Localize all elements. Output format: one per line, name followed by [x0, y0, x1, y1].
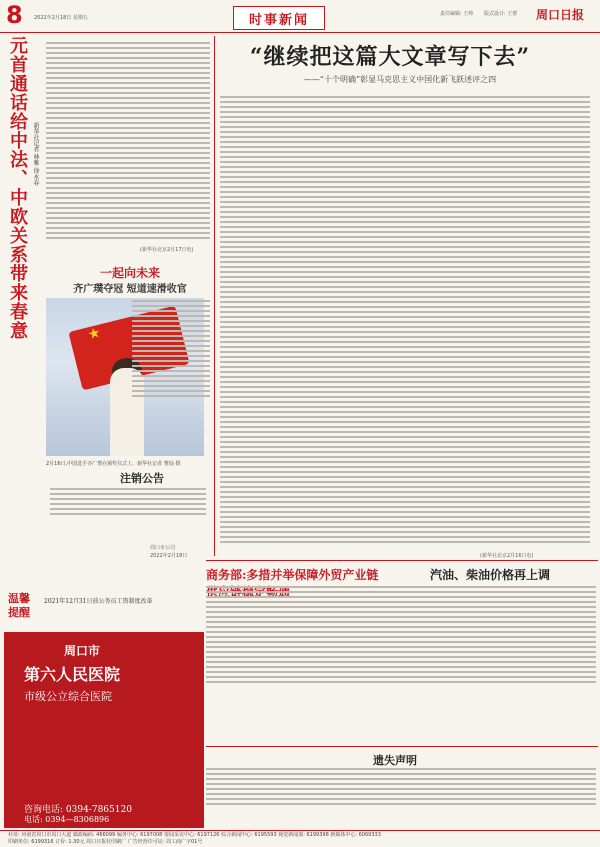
header-rule: [0, 32, 600, 33]
footer-line2: 印刷单位: 6199316 订价: 1.30元 周口日报社印刷厂 广告经营许可证: 周工商广字01号: [8, 839, 203, 845]
lost-notice-title: 遗失声明: [373, 754, 417, 767]
olympics-body: [132, 300, 210, 397]
footer: [0, 832, 600, 847]
center-subhead: ——“十个明确”彰显马克思主义中国化新飞跃述评之四: [303, 75, 497, 84]
footer-line1: 社址: 河南省周口市周口大道 邮政编码: 466099 编务中心: 6197008 要闻采访中心: 6197126 综合新闻中心: 6195593 视觉新闻部: 6199398 新媒体中心: 6069333: [8, 832, 381, 838]
warm-reminder-text: 2021年12月31日前公务员工资制度改革: [44, 598, 153, 605]
hospital-name: 第六人民医院: [24, 665, 121, 684]
bottom-articles-body: [206, 586, 596, 683]
header-date: 2022年2月18日 星期五: [34, 15, 88, 21]
header-design: 版式设计: 王蕾: [484, 11, 518, 17]
center-headline: “继续把这篇大文章写下去”: [249, 44, 531, 70]
center-article-source: (新华社北京2月16日电): [480, 553, 534, 559]
bottom-section-rule: [206, 560, 598, 561]
warm-reminder-title: 温馨提醒: [8, 592, 30, 619]
star-icon: ★: [86, 324, 103, 344]
left-article-byline: 新华社记者 林雅 徐永春: [32, 122, 39, 186]
olympics-title: 齐广璞夺冠 短道速滑收官: [73, 284, 187, 295]
left-article-source: (新华社北京2月17日电): [140, 247, 194, 253]
header-editor: 责任编辑: 王帅: [440, 11, 474, 17]
left-article-title: 元首通话给中法、中欧关系带来春意: [7, 36, 28, 340]
hospital-ad: [4, 632, 204, 828]
warm-reminder: [4, 590, 204, 630]
photo-caption: 2月16日,中国选手齐广璞在颁奖仪式上。新华社记者 曹灿 摄: [46, 461, 181, 467]
left-article-body: [46, 42, 210, 239]
fuel-headline: 汽油、柴油价格再上调: [430, 568, 551, 582]
newspaper-name: 周口日报: [536, 8, 585, 22]
page-number: 8: [6, 1, 23, 29]
commerce-headline: 商务部:多措并举保障外贸产业链: [206, 568, 379, 582]
notice-date: 2022年2月18日: [150, 553, 188, 559]
olympics-banner: 一起向未来: [99, 266, 160, 280]
lost-notice-body: [206, 768, 596, 805]
hospital-subtitle: 市级公立综合医院: [24, 690, 112, 703]
lost-notice-rule: [206, 746, 598, 747]
notice-title: 注销公告: [120, 472, 164, 485]
notice-body: [50, 488, 206, 515]
notice-company: 周口市公司: [150, 545, 176, 551]
hospital-city: 周口市: [64, 644, 101, 658]
hospital-phone: 咨询电话: 0394-7865120: [24, 805, 132, 815]
section-tab: 时事新闻: [233, 6, 325, 30]
column-divider: [214, 36, 215, 556]
hospital-phone2: 电话: 0394—8306896: [24, 815, 110, 824]
footer-rule: [0, 830, 600, 831]
center-article-body: [220, 96, 590, 543]
